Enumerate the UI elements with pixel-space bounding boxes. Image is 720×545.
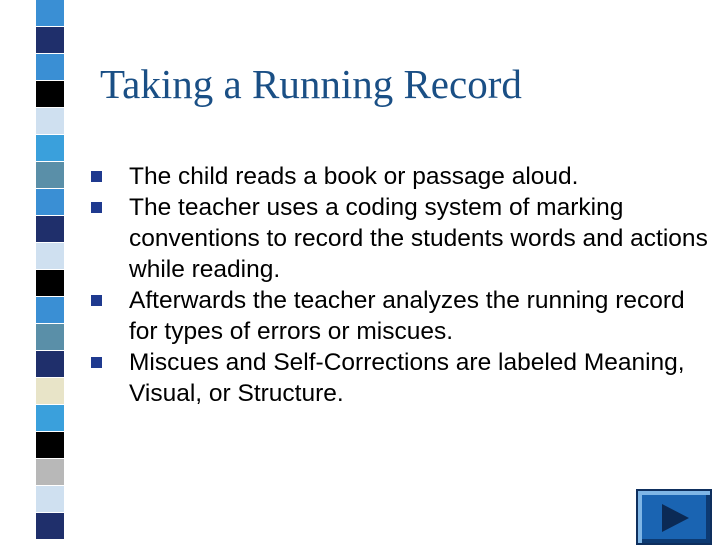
bullet-item bbox=[91, 192, 711, 285]
next-slide-button[interactable] bbox=[636, 489, 712, 545]
square-bullet-icon bbox=[91, 202, 102, 213]
decorative-stripe bbox=[36, 0, 64, 540]
bullet-list bbox=[91, 161, 711, 409]
square-bullet-icon bbox=[91, 171, 102, 182]
bullet-text: The child reads a book or passage aloud. bbox=[129, 163, 579, 190]
bullet-text: Miscues and Self-Corrections are labeled Meaning, Visual, or Structure. bbox=[129, 349, 685, 407]
square-bullet-icon bbox=[91, 295, 102, 306]
bullet-item bbox=[91, 161, 711, 192]
bullet-text: The teacher uses a coding system of marking conventions to record the students words and actions while reading. bbox=[129, 194, 708, 283]
bullet-item bbox=[91, 285, 711, 347]
play-arrow-icon bbox=[660, 503, 690, 533]
bullet-text: Afterwards the teacher analyzes the running record for types of errors or miscues. bbox=[129, 287, 685, 345]
slide-title: Taking a Running Record bbox=[100, 61, 522, 107]
bullet-item bbox=[91, 347, 711, 409]
square-bullet-icon bbox=[91, 357, 102, 368]
